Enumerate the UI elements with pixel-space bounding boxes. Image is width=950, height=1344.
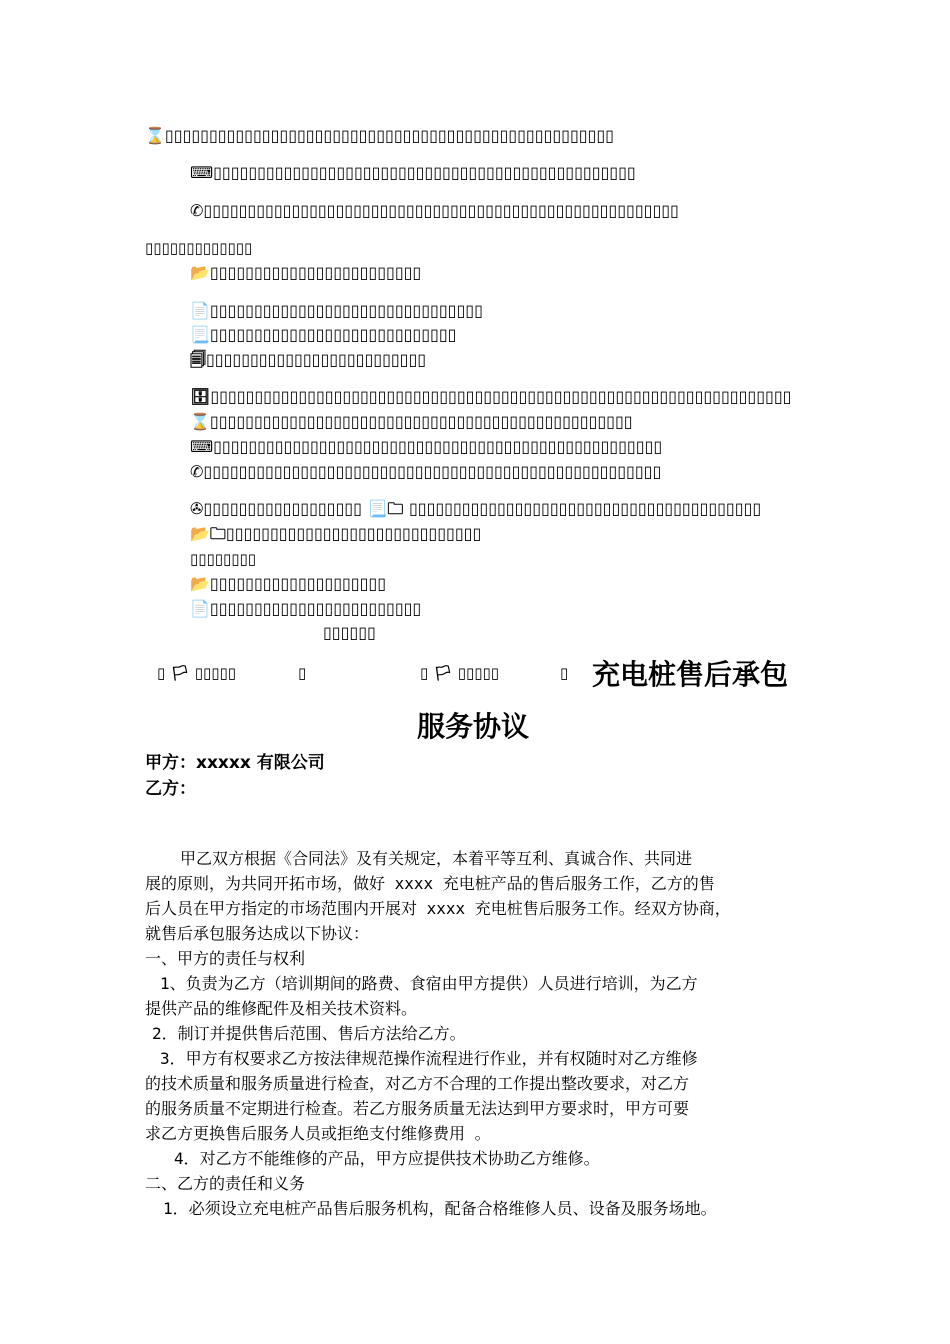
garbled-line-16: 📂▯▯▯▯▯▯▯▯▯▯▯▯▯▯▯▯▯▯▯▯: [190, 574, 387, 593]
clause-a3-line-4: 求乙方更换售后服务人员或拒绝支付维修费用 。: [145, 1124, 491, 1143]
garbled-line-12: ✆▯▯▯▯▯▯▯▯▯▯▯▯▯▯▯▯▯▯▯▯▯▯▯▯▯▯▯▯▯▯▯▯▯▯▯▯▯▯▯▯▯▯▯▯▯▯▯▯▯▯▯▯: [190, 462, 662, 481]
garbled-line-11: ⌨▯▯▯▯▯▯▯▯▯▯▯▯▯▯▯▯▯▯▯▯▯▯▯▯▯▯▯▯▯▯▯▯▯▯▯▯▯▯▯▯▯▯▯▯▯▯▯▯▯▯▯: [190, 437, 663, 456]
garbled-header-1: ▯ 🏳 ▯▯▯▯▯: [157, 664, 237, 682]
clause-a3-line-1: 3．甲方有权要求乙方按法律规范操作流程进行作业，并有权随时对乙方维修: [160, 1049, 698, 1068]
garbled-line-18: ▯▯▯▯▯▯: [323, 623, 376, 642]
clause-a4: 4．对乙方不能维修的产品，甲方应提供技术协助乙方维修。: [174, 1149, 600, 1168]
garbled-line-14: 📂🗀▯▯▯▯▯▯▯▯▯▯▯▯▯▯▯▯▯▯▯▯▯▯▯▯▯▯▯▯▯: [190, 524, 482, 543]
section-heading-2: 二、乙方的责任和义务: [145, 1174, 306, 1193]
clause-a1-line-1: 1、负责为乙方（培训期间的路费、食宿由甲方提供）人员进行培训，为乙方: [160, 974, 698, 993]
garbled-line-5: 📂▯▯▯▯▯▯▯▯▯▯▯▯▯▯▯▯▯▯▯▯▯▯▯▯: [190, 263, 422, 282]
party-b: 乙方：: [145, 779, 196, 799]
clause-a1-line-2: 提供产品的维修配件及相关技术资料。: [145, 999, 418, 1018]
garbled-line-2: ⌨▯▯▯▯▯▯▯▯▯▯▯▯▯▯▯▯▯▯▯▯▯▯▯▯▯▯▯▯▯▯▯▯▯▯▯▯▯▯▯▯▯▯▯▯▯▯▯▯: [190, 163, 636, 182]
garbled-line-13: ✇▯▯▯▯▯▯▯▯▯▯▯▯▯▯▯▯▯▯ 📃🗀 ▯▯▯▯▯▯▯▯▯▯▯▯▯▯▯▯▯▯▯▯▯▯▯▯▯▯▯▯▯▯▯▯▯▯▯▯▯▯▯▯: [190, 499, 762, 518]
garbled-header-2: ▯: [298, 664, 307, 682]
garbled-line-7: 📃▯▯▯▯▯▯▯▯▯▯▯▯▯▯▯▯▯▯▯▯▯▯▯▯▯▯▯▯: [190, 325, 457, 344]
body-para-line-3: 后人员在甲方指定的市场范围内开展对 xxxx 充电桩售后服务工作。经双方协商，: [145, 899, 731, 918]
clause-a3-line-3: 的服务质量不定期进行检查。若乙方服务质量无法达到甲方要求时，甲方可要: [145, 1099, 690, 1118]
garbled-line-4: ▯▯▯▯▯▯▯▯▯▯▯▯▯: [145, 239, 253, 257]
garbled-line-10: ⌛▯▯▯▯▯▯▯▯▯▯▯▯▯▯▯▯▯▯▯▯▯▯▯▯▯▯▯▯▯▯▯▯▯▯▯▯▯▯▯▯▯▯▯▯▯▯▯▯: [190, 412, 633, 431]
body-para-line-1: 甲乙双方根据《合同法》及有关规定，本着平等互利、真诚合作、共同进: [180, 849, 693, 868]
garbled-line-17: 📄▯▯▯▯▯▯▯▯▯▯▯▯▯▯▯▯▯▯▯▯▯▯▯▯: [190, 599, 422, 618]
garbled-line-15: ▯▯▯▯▯▯▯▯: [190, 550, 257, 568]
garbled-header-3: ▯ 🏳 ▯▯▯▯▯: [420, 664, 500, 682]
body-para-line-2: 展的原则，为共同开拓市场，做好 xxxx 充电桩产品的售后服务工作，乙方的售: [145, 874, 715, 893]
clause-a2: 2．制订并提供售后范围、售后方法给乙方。: [152, 1024, 466, 1043]
clause-b1: 1．必须设立充电桩产品售后服务机构，配备合格维修人员、设备及服务场地。: [163, 1199, 717, 1218]
body-para-line-4: 就售后承包服务达成以下协议：: [145, 924, 370, 943]
clause-a3-line-2: 的技术质量和服务质量进行检查，对乙方不合理的工作提出整改要求，对乙方: [145, 1074, 690, 1093]
garbled-header-4: ▯: [560, 664, 569, 682]
garbled-line-9: 🗄▯▯▯▯▯▯▯▯▯▯▯▯▯▯▯▯▯▯▯▯▯▯▯▯▯▯▯▯▯▯▯▯▯▯▯▯▯▯▯▯▯▯▯▯▯▯▯▯▯▯▯▯▯▯▯▯▯▯▯▯▯▯▯▯▯▯: [190, 387, 792, 406]
party-a: 甲方：xxxxx 有限公司: [145, 753, 325, 773]
garbled-line-8: 🗐▯▯▯▯▯▯▯▯▯▯▯▯▯▯▯▯▯▯▯▯▯▯▯▯▯: [190, 350, 427, 369]
document-title-line-1: 充电桩售后承包: [592, 658, 789, 691]
section-heading-1: 一、甲方的责任与权利: [145, 949, 306, 968]
garbled-line-6: 📄▯▯▯▯▯▯▯▯▯▯▯▯▯▯▯▯▯▯▯▯▯▯▯▯▯▯▯▯▯▯▯: [190, 301, 483, 320]
document-title-line-2: 服务协议: [417, 710, 530, 743]
garbled-line-1: ⌛▯▯▯▯▯▯▯▯▯▯▯▯▯▯▯▯▯▯▯▯▯▯▯▯▯▯▯▯▯▯▯▯▯▯▯▯▯▯▯▯▯▯▯▯▯▯▯▯▯▯▯: [145, 126, 614, 145]
garbled-line-3: ✆▯▯▯▯▯▯▯▯▯▯▯▯▯▯▯▯▯▯▯▯▯▯▯▯▯▯▯▯▯▯▯▯▯▯▯▯▯▯▯▯▯▯▯▯▯▯▯▯▯▯▯▯▯▯: [190, 201, 679, 220]
